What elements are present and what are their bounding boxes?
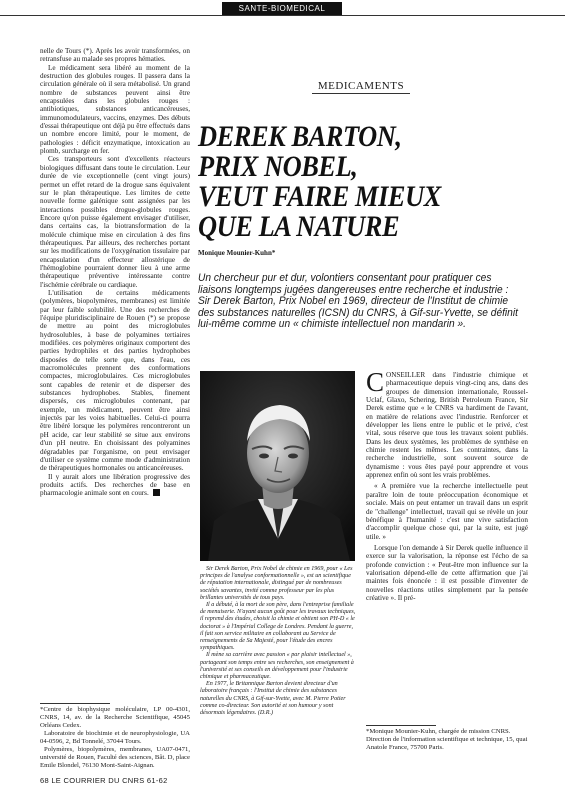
left-column [40,47,190,498]
paragraph-text: Il y aurait alors une libération progressive des produits actifs. Des recherches de base en pharmacologie animale sont en cours. [40,472,190,498]
byline: Monique Mounier-Kuhn* [198,249,276,257]
lede: Un chercheur pur et dur, volontiers consentant pour pratiquer ces liaisons longtemps jugées dangereuses entre recherche et industrie : Sir Derek Barton, Prix Nobel en 1969, directeur de l'Institut de chimie des substances naturelles (ICSN) du CNRS, à Gif-sur-Yvette, se définit lui-même comme un « chimiste intellectuel non mandarin ». [198,272,518,330]
footnote: *Monique Mounier-Kuhn, chargée de mission CNRS. Direction de l'information scientifique et technique, 15, quai Anatole France, 75700 Paris. [366,727,528,751]
caption-paragraph: Sir Derek Barton, Prix Nobel de chimie en 1969, pour « Les principes de l'analyse conformationnelle », est un scientifique de réputation internationale, distingué par de nombreuses sociétés savantes, invité comme professeur par les plus brillantes universités de tous pays. [200,566,353,601]
drop-cap: C [366,367,385,397]
footnote: *Centre de biophysique moléculaire, LP 00-4301, CNRS, 14, av. de la Recherche Scientifique, 45045 Orléans Cedex. [40,705,190,729]
headline [198,122,493,242]
footnote: Polymères, biopolymères, membranes, UA07-0471, université de Rouen, Faculté des sciences, Bât. D, place Emile Blondel, 76130 Mont-Saint-Aignan. [40,745,190,769]
paragraph: Lorsque l'on demande à Sir Derek quelle influence il exerce sur la valorisation, la réponse est l'écho de sa profonde conviction : « Peut-être mon influence sur la valorisation dépend-elle de cette affirmation que j'ai maintes fois énoncée : il est possible d'inventer de nouvelles réactions utiles simplement par la pensée créative ». Il pré- [366,543,528,602]
caption-paragraph: Il mène sa carrière avec passion « par plaisir intellectuel », partageant son temps entre ses recherches, son enseignement à l'université et ses conseils en développement pour l'industrie chimique et pharmaceutique. [200,652,354,681]
headline-line: DEREK BARTON, [198,120,402,153]
headline-line: VEUT FAIRE MIEUX [198,180,441,213]
footnote: Laboratoire de biochimie et de neurophysiologie, UA 04-0596, 2, Bd Tonnelé, 37044 Tours. [40,729,190,745]
paragraph: L'utilisation de certains médicaments (polymères, biopolymères, membranes) est limitée par leur faible solubilité. Une des recherches de l'équipe pluridisciplinaire de Rouen (*) se propose de mettre au point des microglobules hydrosolubles, à base de polyamines tertiaires modifiées. ces polymères originaux comportent des parties hydrophiles et des parties hydrophobes disposées de telle sorte que, dans l'eau, ces macromolécules prennent des conformations compactes, microglobulaires. Ces microglobules sont capables de retenir et de disperser des substances hydrophobes. Stables, finement dispersés, ces microglobules contenant, par exemple, un médicament, peuvent être ainsi injectés par les voies habituelles. Celui-ci pourra être libéré lorsque les polymères rencontreront un pH acide, car leur stabilité se situe aux environs d'un pH neutre. En choisissant des polyamines dégradables par l'organisme, on peut envisager d'utiliser ce système comme mode d'administration de thérapeutiques hormonales ou anticancéreuses. [40,288,190,473]
paragraph: Ces transporteurs sont d'excellents réacteurs biologiques diffusant dans toute le circulation. Leur durée de vie exceptionnelle (cent vingt jours) permet un effet retard de la drogue sans équivalent sur le plan thérapeutique. Les limites de cette nouvelle forme galénique sont assignées par les interactions possibles drogue-globules rouges. Encore qu'on puisse également envisager d'utiliser, dans certains cas, la biotransformation de la molécule chimique mise en circulation à des fins thérapeutiques. Par ailleurs, des recherches portant sur les modifications de l'oxygénation tissulaire par encapsulation d'un effecteur allostérique de l'hémoglobine pourraient donner lieu à une arme thérapeutique préventive intéressante contre l'ischémie cérébrale ou cardiaque. [40,155,190,289]
portrait-illustration [200,371,355,561]
footnote-rule [40,703,110,704]
footnote-list [40,706,190,770]
headline-line: QUE LA NATURE [198,210,400,243]
paragraph: « A première vue la recherche intellectuelle peut paraître loin de toute préoccupation économique et sociale. Mais on peut entamer un travail dans un esprit de "challenge" intellectuel, travail qui se révèle un jour bénéfique à l'humanité : c'est une vive satisfaction d'accomplir quelque chose qui, par la suite, est jugé utile. » [366,482,528,541]
footnote-right [366,725,528,752]
paragraph [40,473,190,498]
photo-caption [200,566,356,717]
caption-paragraph: Il a débuté, à la mort de son père, dans l'entreprise familiale de menuiserie. N'ayant aucun goût pour les travaux techniques, il reprend des études, choisit la chimie et obtient son PH-D « le doctorat » à l'Impérial College de Londres. Pendant la guerre, il fait son service militaire en collaborant au Service de renseignements de Sa Majesté, pour l'étude des encres sympathiques. [200,602,356,652]
paragraph: Le médicament sera libéré au moment de la destruction des globules rouges. Il passera dans la circulation générale où il sera métabolisé. Un grand nombre de substances peuvent ainsi être encapsulées dans les globules rouges : antibiotiques, substances anticancéreuses, immunomodulateurs, vaccins, enzymes. Des débuts d'essai thérapeutique ont déjà pu être effectués dans un nombre encore limité, pour le moment, de pathologies : déficit enzymatique, intoxication au plomb, surcharge en fer. [40,63,190,156]
right-column [366,367,528,602]
footnote-rule [366,725,436,726]
footnotes-left [40,703,190,770]
headline-line: PRIX NOBEL, [198,150,358,183]
paragraph [366,367,528,480]
paragraph: nelle de Tours (*). Après les avoir transformées, on retransfuse au malade ses propres hématies. [40,47,190,64]
caption-paragraph: En 1977, le Britannique Barton devient directeur d'un laboratoire français : l'Institut de chimie des substances naturelles du CNRS, à Gif-sur-Yvette, avec M. Pierre Potier comme co-directeur. Son autorité et son humour y sont désormais légendaires. (D.R.) [200,681,346,717]
section-label: MEDICAMENTS [312,80,410,94]
header-rule [0,15,565,16]
portrait-photo [200,371,355,561]
page-footer: 68 LE COURRIER DU CNRS 61-62 [40,776,168,785]
section-header: SANTE-BIOMEDICAL [222,2,342,15]
end-of-article-mark [153,489,160,496]
paragraph-text: ONSEILLER dans l'industrie chimique et pharmaceutique depuis vingt-cinq ans, dans des groupes de dimension internationale, Roussel-Uclaf, Glaxo, Schering, British Petroleum France, Sir Derek estime que « le CNRS va hardiment de l'avant, en matière de relations avec l'industrie. Renforcer et développer les liens entre le public et le privé, c'est vital, sous réserve que tous les travaux soient publiés. Dans les deux systèmes, les problèmes de synthèse en chimie restent les mêmes. Les contraintes, dans la recherche industrielle, sont souvent source de dynamisme : vous êtes payé pour apprendre et vous apprenez enfin où sont les vrais problèmes. [366,371,528,480]
